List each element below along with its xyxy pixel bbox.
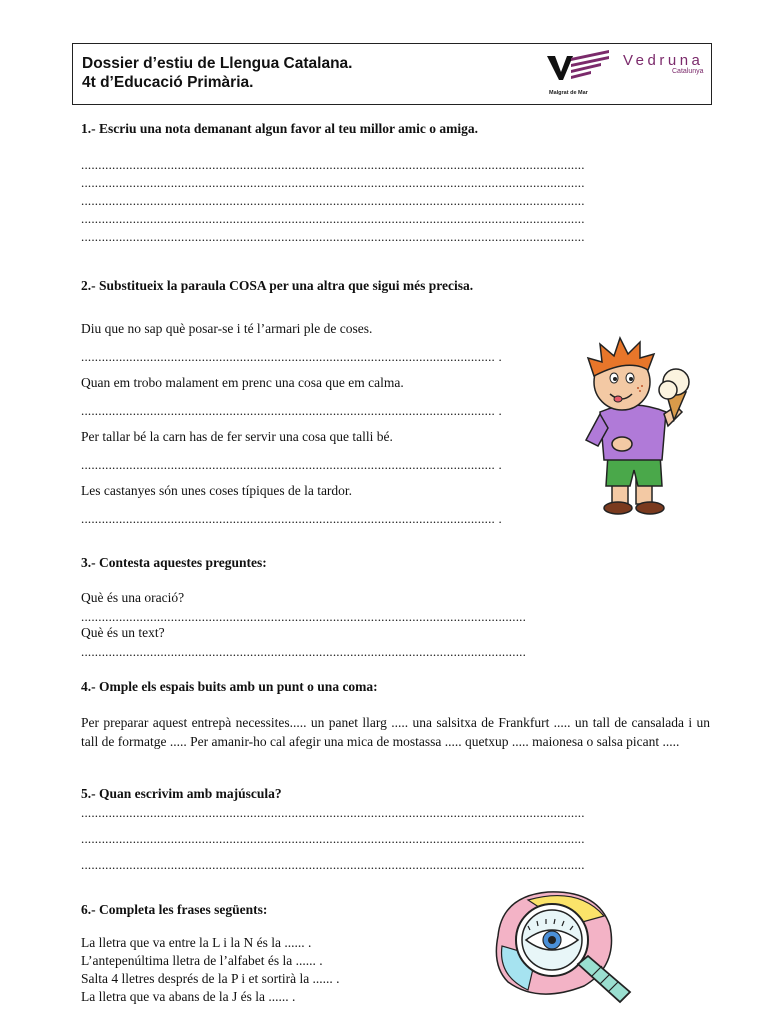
boy-ice-cream-illustration <box>578 336 702 520</box>
logo-subtitle: Catalunya <box>672 68 704 75</box>
vedruna-logo-mark <box>545 48 625 88</box>
q4-title: 4.- Omple els espais buits amb un punt o una coma: <box>81 679 378 694</box>
q2-answer-1: ........................................................................................................................ . <box>81 350 502 363</box>
q1-line-5: .................................................................................................................................................. <box>81 230 585 243</box>
header-box <box>72 43 712 105</box>
q2-sentence-3: Per tallar bé la carn has de fer servir una cosa que talli bé. <box>81 429 393 444</box>
q5-title: 5.- Quan escrivim amb majúscula? <box>81 786 282 801</box>
q1-title: 1.- Escriu una nota demanant algun favor al teu millor amic o amiga. <box>81 121 479 136</box>
q2-answer-4: ........................................................................................................................ . <box>81 512 502 525</box>
q3-answer-2: ................................................................................................................................. <box>81 645 527 658</box>
q3-question-1: Què és una oració? <box>81 590 185 605</box>
q1-line-4: .................................................................................................................................................. <box>81 212 585 225</box>
q2-sentence-2: Quan em trobo malament em prenc una cosa que em calma. <box>81 375 404 390</box>
q2-sentence-4: Les castanyes són unes coses típiques de la tardor. <box>81 483 353 498</box>
document-title <box>82 54 352 92</box>
q5-line-1: .................................................................................................................................................. <box>81 806 585 819</box>
q3-answer-1: ................................................................................................................................. <box>81 610 527 623</box>
q1-line-3: .................................................................................................................................................. <box>81 194 585 207</box>
q1-line-1: .................................................................................................................................................. <box>81 158 585 171</box>
q6-sentence-2: L’antepenúltima lletra de l’alfabet és la ...... . <box>81 953 323 968</box>
q5-line-3: .................................................................................................................................................. <box>81 858 585 871</box>
q2-answer-2: ........................................................................................................................ . <box>81 404 502 417</box>
q3-title: 3.- Contesta aquestes preguntes: <box>81 555 267 570</box>
logo-city: Malgrat de Mar <box>549 90 588 96</box>
q2-sentence-1: Diu que no sap què posar-se i té l’armari ple de coses. <box>81 321 373 336</box>
title-line-2: 4t d’Educació Primària. <box>82 74 254 91</box>
q2-answer-3: ........................................................................................................................ . <box>81 458 502 471</box>
q2-title: 2.- Substitueix la paraula COSA per una altra que sigui més precisa. <box>81 278 474 293</box>
vedruna-logo <box>545 48 709 100</box>
q6-title: 6.- Completa les frases següents: <box>81 902 268 917</box>
q6-sentence-3: Salta 4 lletres després de la P i et sortirà la ...... . <box>81 971 340 986</box>
q5-line-2: .................................................................................................................................................. <box>81 832 585 845</box>
q6-sentence-1: La lletra que va entre la L i la N és la ...... . <box>81 935 312 950</box>
q1-line-2: .................................................................................................................................................. <box>81 176 585 189</box>
q4-text: Per preparar aquest entrepà necessites..... un panet llarg ..... una salsitxa de Frankfurt ..... un tall de cansalada i un tall de formatge ..... Per amanir-ho cal afegir una mica de mostassa ..... quetxup ..... maionesa o salsa picant ..... <box>81 715 710 749</box>
q6-sentence-4: La lletra que va abans de la J és la ...... . <box>81 989 296 1004</box>
magnifying-glass-illustration <box>488 886 638 1014</box>
title-line-1: Dossier d’estiu de Llengua Catalana. <box>82 55 353 72</box>
logo-wordmark: Vedruna <box>623 52 704 69</box>
q3-question-2: Què és un text? <box>81 625 165 640</box>
